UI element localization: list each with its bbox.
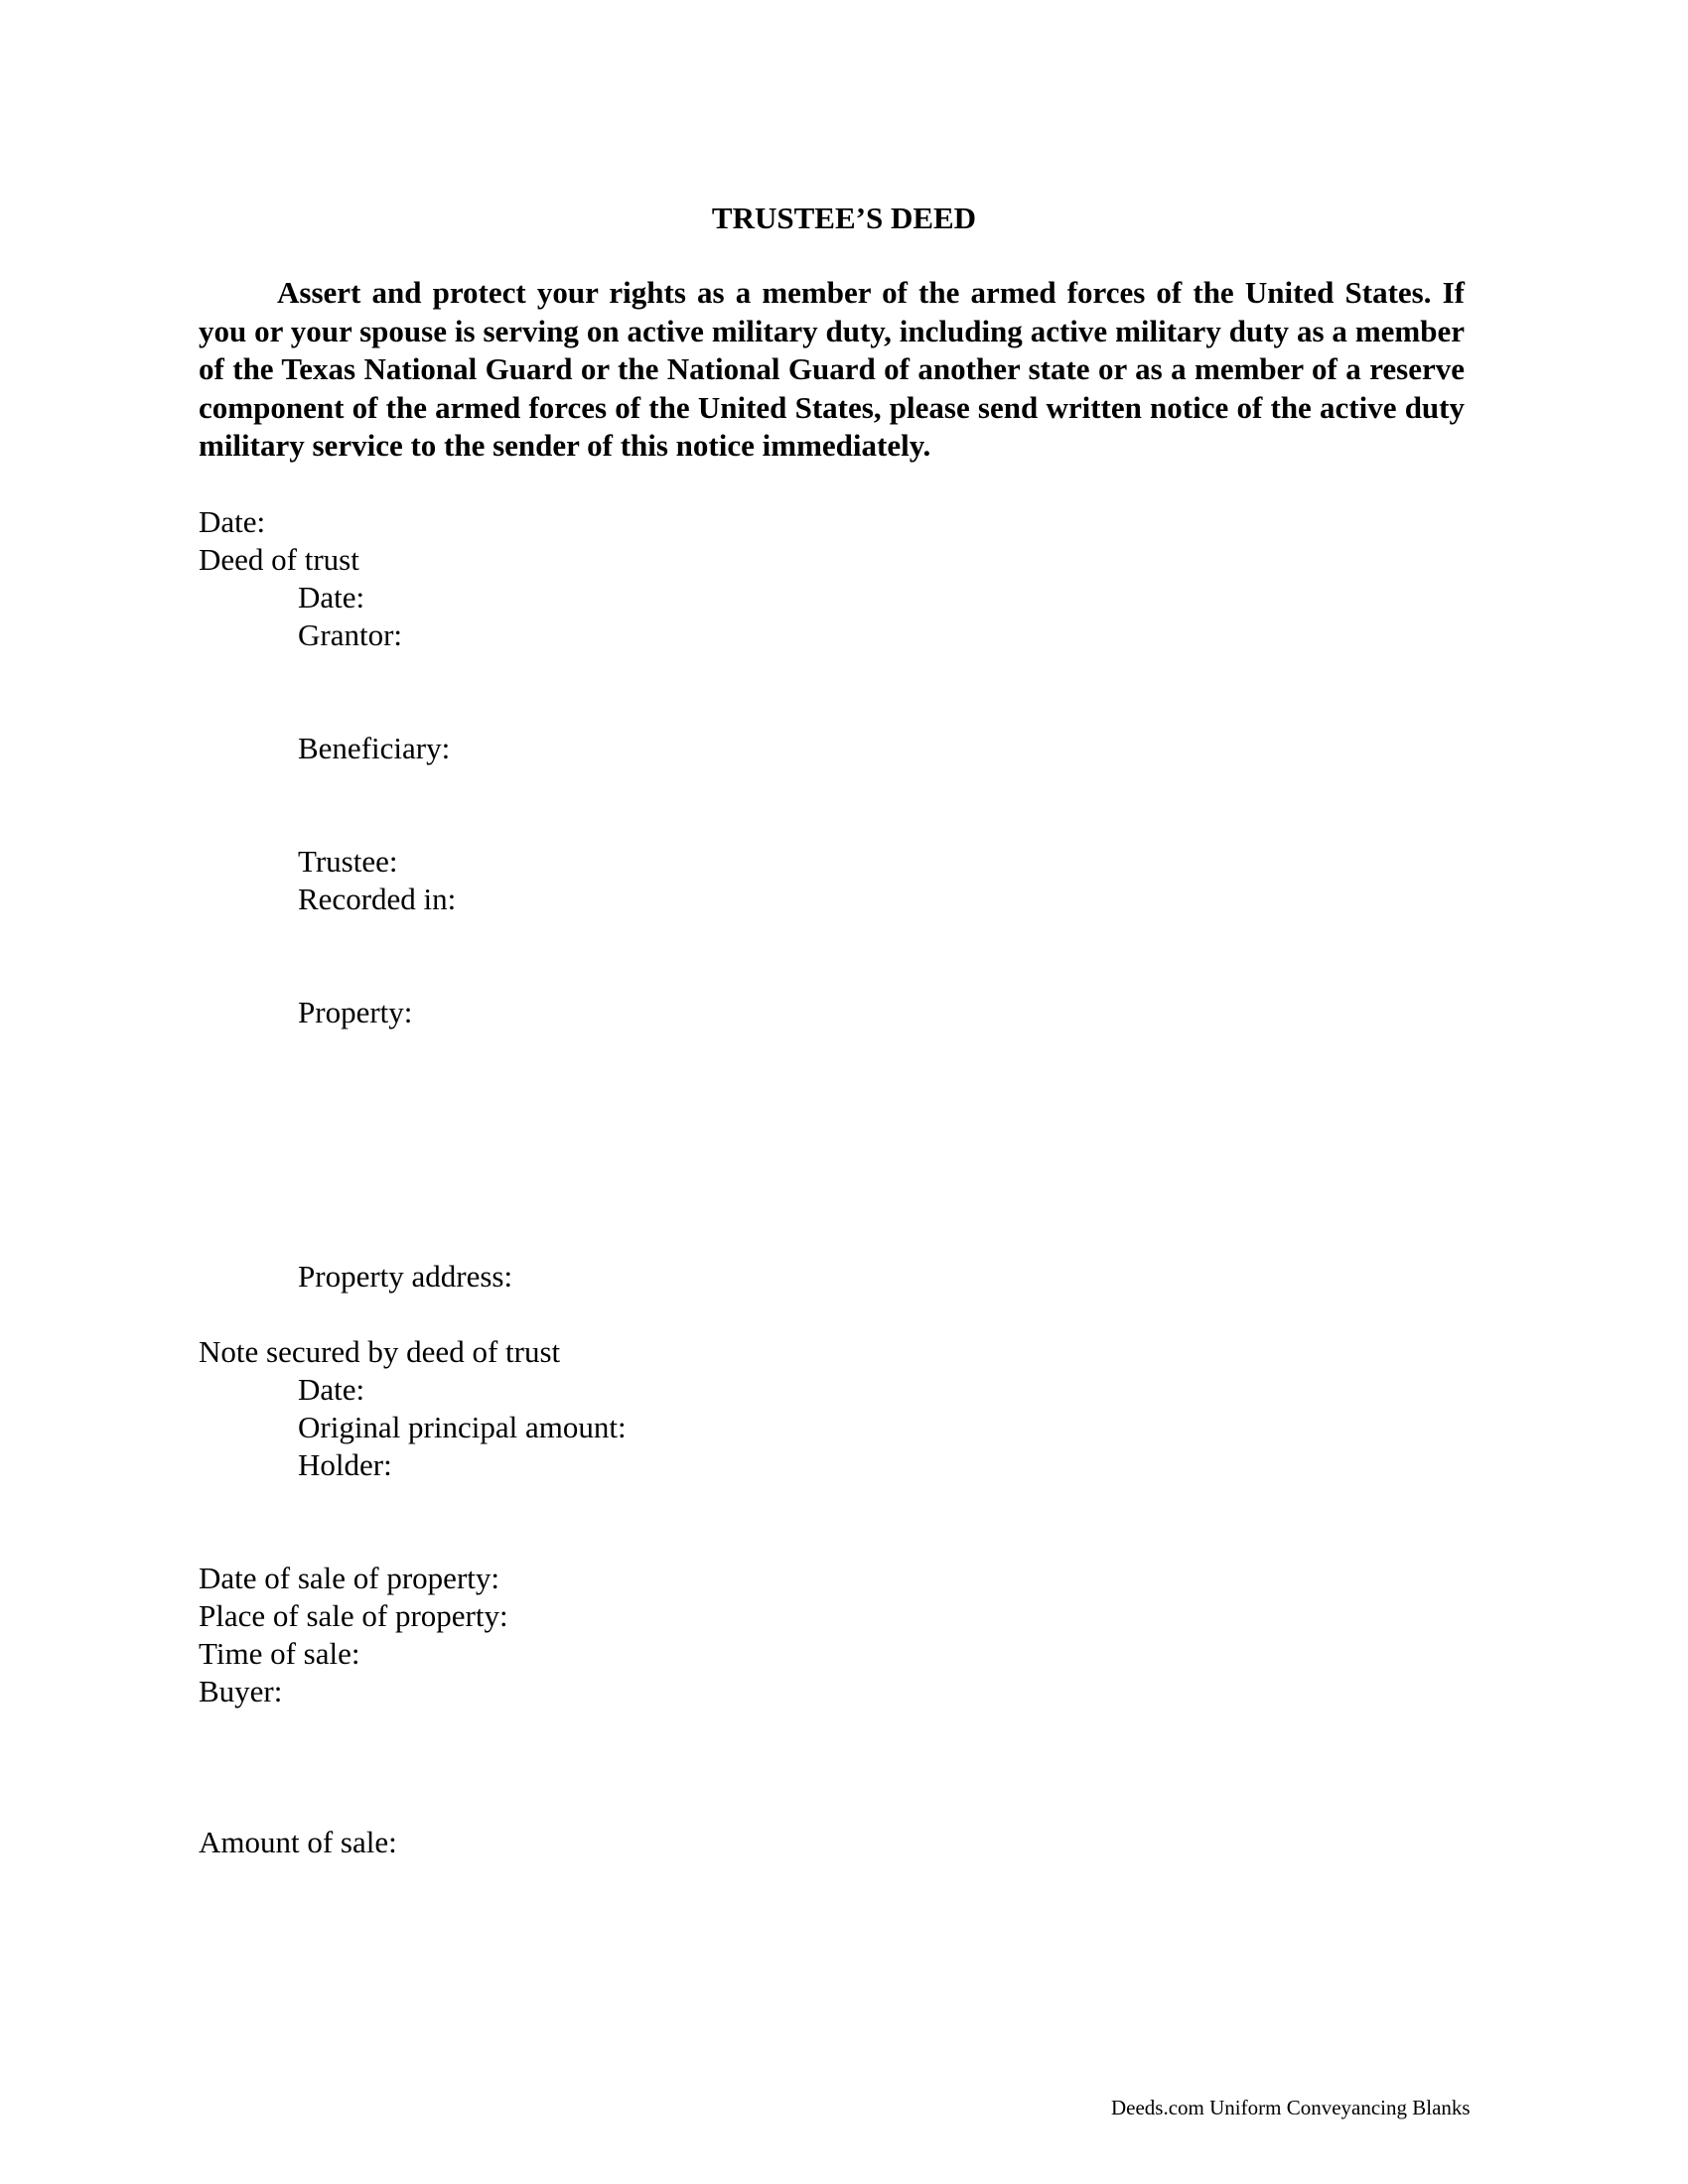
field-recorded-in: Recorded in:: [298, 882, 457, 916]
field-dot-date: Date:: [298, 580, 365, 614]
page-footer: Deeds.com Uniform Conveyancing Blanks: [1111, 2096, 1471, 2119]
military-notice: Assert and protect your rights as a member of the armed forces of the United States. If you or your spouse is serving on active military duty, including active military duty as a member of the Texas National Guard or the National Guard of another state or as a member of a reserve component of the armed forces of the United States, please send written notice of the active duty military service to the sender of this notice immediately.: [199, 275, 1465, 463]
field-date-of-sale: Date of sale of property:: [199, 1561, 499, 1595]
field-place-of-sale: Place of sale of property:: [199, 1598, 508, 1633]
field-beneficiary: Beneficiary:: [298, 731, 451, 765]
document-title: TRUSTEE’S DEED: [711, 201, 977, 235]
field-amount-of-sale: Amount of sale:: [199, 1825, 397, 1859]
field-original-principal-amount: Original principal amount:: [298, 1410, 627, 1444]
field-holder: Holder:: [298, 1447, 392, 1482]
field-buyer: Buyer:: [199, 1674, 283, 1708]
field-trustee: Trustee:: [298, 844, 398, 879]
field-grantor: Grantor:: [298, 617, 403, 652]
field-note-date: Date:: [298, 1372, 365, 1407]
field-note-secured: Note secured by deed of trust: [199, 1334, 561, 1369]
field-date: Date:: [199, 504, 266, 539]
field-time-of-sale: Time of sale:: [199, 1636, 360, 1671]
field-property: Property:: [298, 995, 413, 1029]
field-deed-of-trust: Deed of trust: [199, 542, 359, 577]
field-property-address: Property address:: [298, 1259, 513, 1294]
